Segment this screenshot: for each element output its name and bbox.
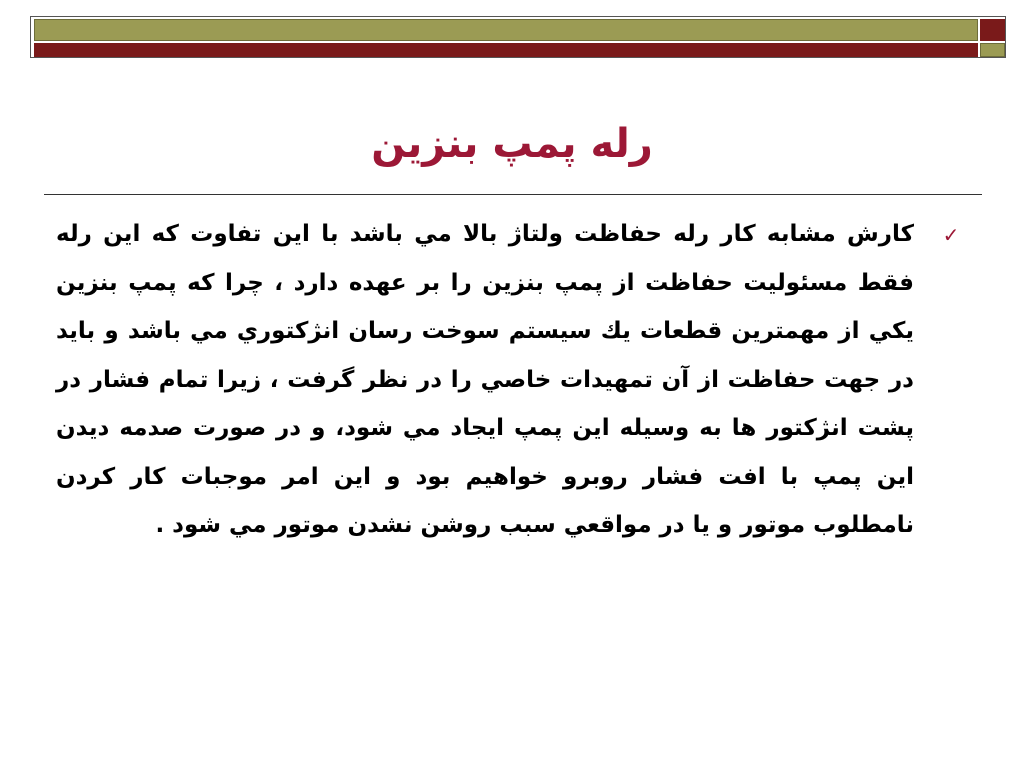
slide-title: رله پمپ بنزين (371, 121, 653, 167)
bullet-paragraph: کارش مشابه کار رله حفاظت ولتاژ بالا مي باشد با اين تفاوت که اين رله فقط مسئوليت حفاظت از پمپ بنزين را بر عهده دارد ، چرا که پمپ بنزين يکي از مهمترين قطعات يك سيستم سوخت رسان انژکتوري مي باشد و بايد در جهت حفاظت از آن تمهيدات خاصي را در نظر گرفت ، زيرا تمام فشار در پشت انژکتور ها به وسيله اين پمپ ايجاد مي شود، و در صورت صدمه ديدن اين پمپ با افت فشار روبرو خواهيم بود و اين امر موجبات کار کردن نامطلوب موتور و يا در مواقعي سبب روشن نشدن موتور مي شود . (56, 221, 914, 538)
header-maroon-square (980, 19, 1005, 41)
check-mark-icon: ✓ (942, 223, 960, 247)
header-olive-square (980, 43, 1005, 57)
title-divider (44, 194, 982, 195)
header-maroon-bar (34, 43, 978, 57)
header-decoration (30, 16, 1006, 58)
header-olive-bar (34, 19, 978, 41)
